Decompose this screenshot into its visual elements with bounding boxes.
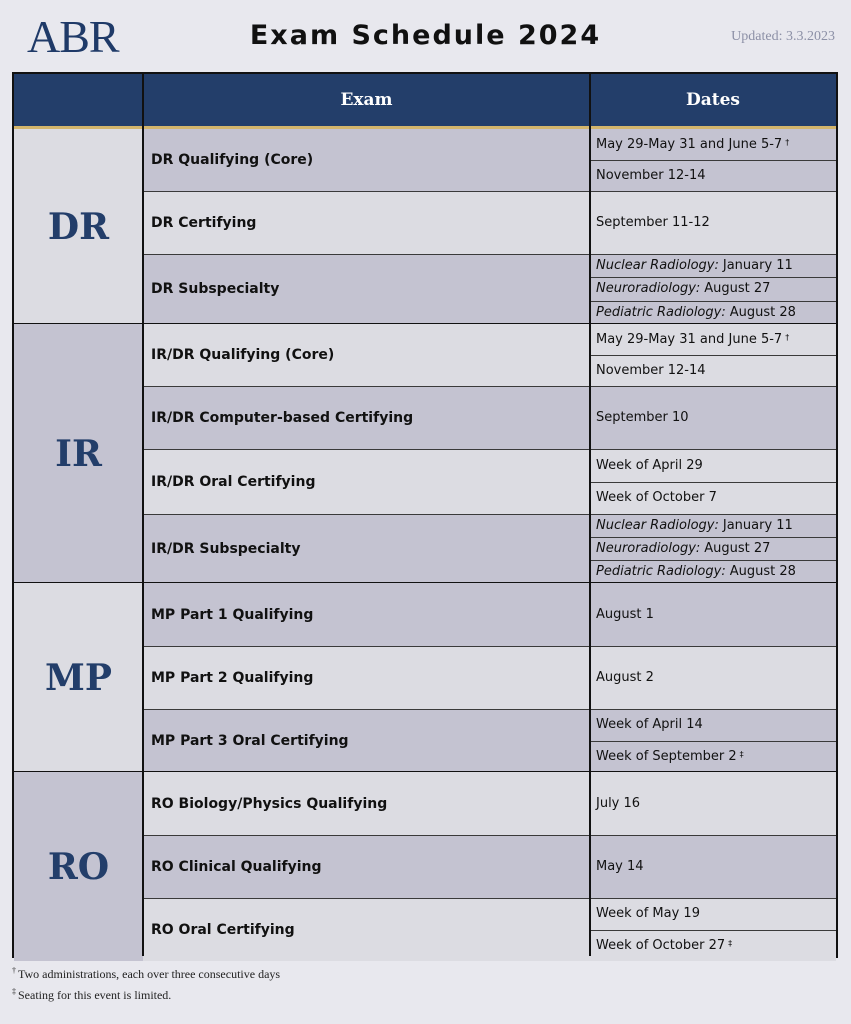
date-label: Nuclear Radiology: — [596, 518, 719, 533]
date-value: May 29-May 31 and June 5-7 — [596, 137, 783, 152]
exam-name-cell — [143, 449, 590, 514]
exam-schedule-table — [12, 72, 838, 958]
group-cell-mp — [14, 583, 143, 772]
exam-divider — [143, 646, 836, 647]
exam-divider — [143, 449, 836, 450]
group-label: MP — [45, 656, 112, 699]
exam-name: RO Clinical Qualifying — [151, 858, 322, 875]
date-divider — [590, 160, 836, 161]
exam-divider — [143, 514, 836, 515]
exam-name-cell — [143, 254, 590, 324]
group-label: IR — [55, 432, 102, 475]
date-value: August 28 — [729, 564, 796, 579]
exam-name-cell — [143, 646, 590, 709]
date-value: January 11 — [722, 518, 793, 533]
date-cell — [590, 898, 836, 930]
date-value: August 27 — [704, 281, 771, 297]
date-cell — [590, 324, 836, 355]
exam-name: DR Qualifying (Core) — [151, 152, 314, 168]
date-divider — [590, 482, 836, 483]
date-value: September 10 — [596, 410, 689, 425]
date-divider — [590, 537, 836, 538]
page-title: Exam Schedule 2024 — [249, 20, 602, 51]
exam-name-cell — [143, 386, 590, 449]
footnotes — [12, 962, 280, 1004]
exam-name: DR Certifying — [151, 214, 257, 231]
date-value: Week of October 7 — [596, 490, 717, 506]
footnote-mark: ‡ — [739, 749, 744, 759]
date-cell — [590, 355, 836, 386]
column-header-dates: Dates — [686, 90, 740, 110]
date-label: Pediatric Radiology: — [596, 304, 726, 320]
date-cell — [590, 277, 836, 300]
footnote-text: Seating for this event is limited. — [18, 988, 172, 1002]
date-value: Week of May 19 — [596, 906, 700, 922]
exam-divider — [143, 898, 836, 899]
date-label: Nuclear Radiology: — [596, 258, 719, 274]
date-value: Week of April 14 — [596, 717, 703, 733]
column-header-exam: Exam — [340, 90, 393, 110]
updated-date: Updated: 3.3.2023 — [731, 29, 835, 44]
group-label: RO — [47, 845, 110, 888]
exam-name-cell — [143, 709, 590, 772]
date-cell — [590, 930, 836, 962]
date-value: August 1 — [596, 607, 654, 622]
date-cell — [590, 386, 836, 449]
date-cell — [590, 254, 836, 277]
date-cell — [590, 741, 836, 773]
footnote-mark: † — [785, 138, 790, 147]
exam-divider — [143, 191, 836, 192]
group-cell-ir — [14, 324, 143, 583]
exam-name-cell — [143, 514, 590, 583]
exam-name-cell — [143, 324, 590, 386]
exam-name-cell — [143, 583, 590, 646]
date-value: September 11-12 — [596, 215, 710, 230]
date-divider — [590, 930, 836, 931]
date-cell — [590, 191, 836, 254]
exam-name: IR/DR Oral Certifying — [151, 473, 316, 490]
footnote-mark: ‡ — [728, 938, 733, 948]
footnote-mark: † — [785, 333, 790, 342]
date-cell — [590, 514, 836, 537]
group-cell-dr — [14, 129, 143, 324]
date-cell — [590, 646, 836, 709]
column-divider — [142, 74, 144, 956]
exam-name: RO Oral Certifying — [151, 921, 295, 938]
date-cell — [590, 301, 836, 324]
exam-divider — [143, 709, 836, 710]
date-label: Neuroradiology: — [596, 281, 701, 297]
exam-name-cell — [143, 191, 590, 254]
footnote — [12, 983, 280, 1004]
date-cell — [590, 537, 836, 560]
exam-name: IR/DR Qualifying (Core) — [151, 347, 335, 363]
date-cell — [590, 160, 836, 191]
date-label: Pediatric Radiology: — [596, 564, 726, 579]
exam-name-cell — [143, 898, 590, 961]
date-divider — [590, 355, 836, 356]
header-cell-dates — [590, 74, 836, 126]
date-cell — [590, 482, 836, 515]
exam-name: MP Part 3 Oral Certifying — [151, 732, 349, 749]
date-divider — [590, 277, 836, 278]
exam-name: RO Biology/Physics Qualifying — [151, 795, 388, 812]
exam-divider — [143, 254, 836, 255]
date-value: January 11 — [722, 258, 793, 274]
date-value: August 2 — [596, 670, 654, 685]
date-value: May 14 — [596, 859, 644, 874]
date-value: Week of September 2 — [596, 748, 737, 764]
date-value: Week of April 29 — [596, 457, 703, 473]
exam-name-cell — [143, 835, 590, 898]
date-cell — [590, 583, 836, 646]
exam-name-cell — [143, 129, 590, 191]
date-divider — [590, 741, 836, 742]
date-cell — [590, 560, 836, 583]
exam-name: MP Part 2 Qualifying — [151, 669, 314, 686]
header-cell-group — [14, 74, 143, 126]
date-divider — [590, 301, 836, 302]
abr-logo: ABR — [27, 11, 119, 62]
date-value: August 28 — [729, 304, 796, 320]
date-value: Week of October 27 — [596, 937, 726, 953]
exam-name: MP Part 1 Qualifying — [151, 606, 314, 623]
header-cell-exam — [143, 74, 590, 126]
exam-name: IR/DR Subspecialty — [151, 540, 301, 557]
date-value: July 16 — [596, 796, 641, 811]
date-divider — [590, 560, 836, 561]
exam-name: IR/DR Computer-based Certifying — [151, 409, 414, 426]
footnote-mark: † — [12, 966, 16, 975]
footnote-text: Two administrations, each over three consecutive days — [18, 967, 281, 981]
group-label: DR — [47, 205, 110, 248]
exam-divider — [143, 386, 836, 387]
date-value: August 27 — [704, 541, 771, 556]
footnote-mark: ‡ — [12, 987, 16, 996]
date-cell — [590, 835, 836, 898]
date-cell — [590, 129, 836, 160]
exam-divider — [143, 835, 836, 836]
exam-name: DR Subspecialty — [151, 281, 280, 297]
date-value: November 12-14 — [596, 168, 706, 183]
date-value: November 12-14 — [596, 363, 706, 378]
date-value: May 29-May 31 and June 5-7 — [596, 332, 783, 347]
date-cell — [590, 709, 836, 741]
date-label: Neuroradiology: — [596, 541, 701, 556]
group-cell-ro — [14, 772, 143, 961]
date-cell — [590, 449, 836, 482]
date-cell — [590, 772, 836, 835]
footnote — [12, 962, 280, 983]
exam-name-cell — [143, 772, 590, 835]
column-divider — [589, 74, 591, 956]
